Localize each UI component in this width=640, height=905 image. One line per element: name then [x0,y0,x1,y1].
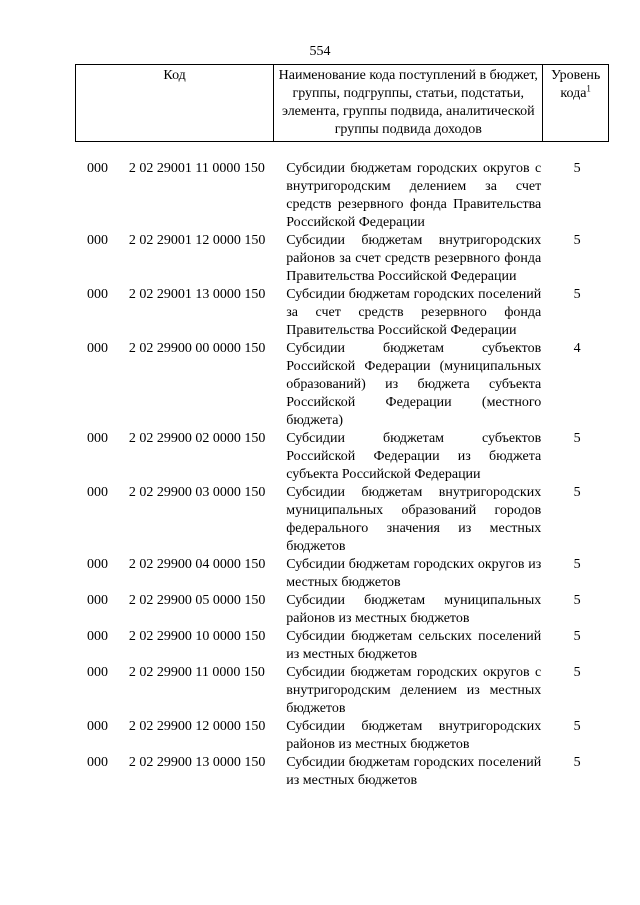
code-level: 4 [573,341,581,356]
code-level: 5 [573,485,581,500]
page-number: 554 [309,44,331,59]
budget-code: 2 02 29001 13 0000 150 [128,287,266,302]
code-level: 5 [573,755,581,770]
code-level: 5 [573,665,581,680]
budget-code: 2 02 29900 10 0000 150 [128,629,266,644]
admin-code: 000 [87,287,108,302]
budget-code: 2 02 29900 03 0000 150 [128,485,266,500]
admin-code: 000 [87,665,108,680]
header-name: Наименование кода поступлений в бюджет, группы, подгруппы, статьи, подстатьи, элемента, группы подвида, аналитической группы подвида доходов [274,65,543,142]
table-row [75,754,609,790]
budget-code: 2 02 29900 13 0000 150 [128,755,266,770]
admin-code: 000 [87,341,108,356]
budget-code: 2 02 29900 02 0000 150 [128,431,266,446]
budget-code: 2 02 29001 11 0000 150 [128,161,265,176]
table-row [75,592,609,628]
table-row [75,232,609,286]
table-row [75,160,609,232]
table-row [75,664,609,718]
budget-code: 2 02 29900 12 0000 150 [128,719,266,734]
code-level: 5 [573,719,581,734]
income-name: Субсидии бюджетам сельских поселений из местных бюджетов [286,629,542,662]
budget-code: 2 02 29900 11 0000 150 [128,665,265,680]
admin-code: 000 [87,629,108,644]
income-name: Субсидии бюджетам муниципальных районов из местных бюджетов [286,593,542,626]
header-level-label: Уровень кода [551,68,601,101]
admin-code: 000 [87,755,108,770]
header-level-footnote: 1 [586,83,591,94]
code-level: 5 [573,629,581,644]
budget-code: 2 02 29001 12 0000 150 [128,233,266,248]
income-name: Субсидии бюджетам внутригородских муниципальных образований городов федерального значения из местных бюджетов [286,485,542,554]
table-row [75,628,609,664]
admin-code: 000 [87,161,108,176]
budget-code: 2 02 29900 05 0000 150 [128,593,266,608]
income-name: Субсидии бюджетам городских округов из местных бюджетов [286,557,542,590]
table-row [75,718,609,754]
budget-code: 2 02 29900 00 0000 150 [128,341,266,356]
admin-code: 000 [87,719,108,734]
header-level [543,65,609,142]
code-level: 5 [573,233,581,248]
admin-code: 000 [87,431,108,446]
code-level: 5 [573,287,581,302]
table-row [75,286,609,340]
admin-code: 000 [87,593,108,608]
income-name: Субсидии бюджетам городских поселений из местных бюджетов [286,755,542,788]
budget-code: 2 02 29900 04 0000 150 [128,557,266,572]
table-body [75,160,609,790]
income-name: Субсидии бюджетам субъектов Российской Федерации (муниципальных образований) из бюджета субъекта Российской Федерации (местного бюджета) [286,341,542,428]
code-level: 5 [573,431,581,446]
code-level: 5 [573,557,581,572]
income-name: Субсидии бюджетам внутригородских районов из местных бюджетов [286,719,542,752]
code-level: 5 [573,593,581,608]
admin-code: 000 [87,485,108,500]
table-row [75,556,609,592]
income-name: Субсидии бюджетам городских округов с внутригородским делением из местных бюджетов [286,665,542,716]
income-name: Субсидии бюджетам субъектов Российской Федерации из бюджета субъекта Российской Федерации [286,431,542,482]
income-name: Субсидии бюджетам внутригородских районов за счет средств резервного фонда Правительства Российской Федерации [286,233,542,284]
code-level: 5 [573,161,581,176]
table-row [75,340,609,430]
table-row [75,484,609,556]
admin-code: 000 [87,233,108,248]
header-code: Код [76,65,274,142]
income-name: Субсидии бюджетам городских округов с внутригородским делением за счет средств резервного фонда Правительства Российской Федерации [286,161,542,230]
admin-code: 000 [87,557,108,572]
income-name: Субсидии бюджетам городских поселений за счет средств резервного фонда Правительства Российской Федерации [286,287,542,338]
table-header [75,64,609,142]
table-row [75,430,609,484]
